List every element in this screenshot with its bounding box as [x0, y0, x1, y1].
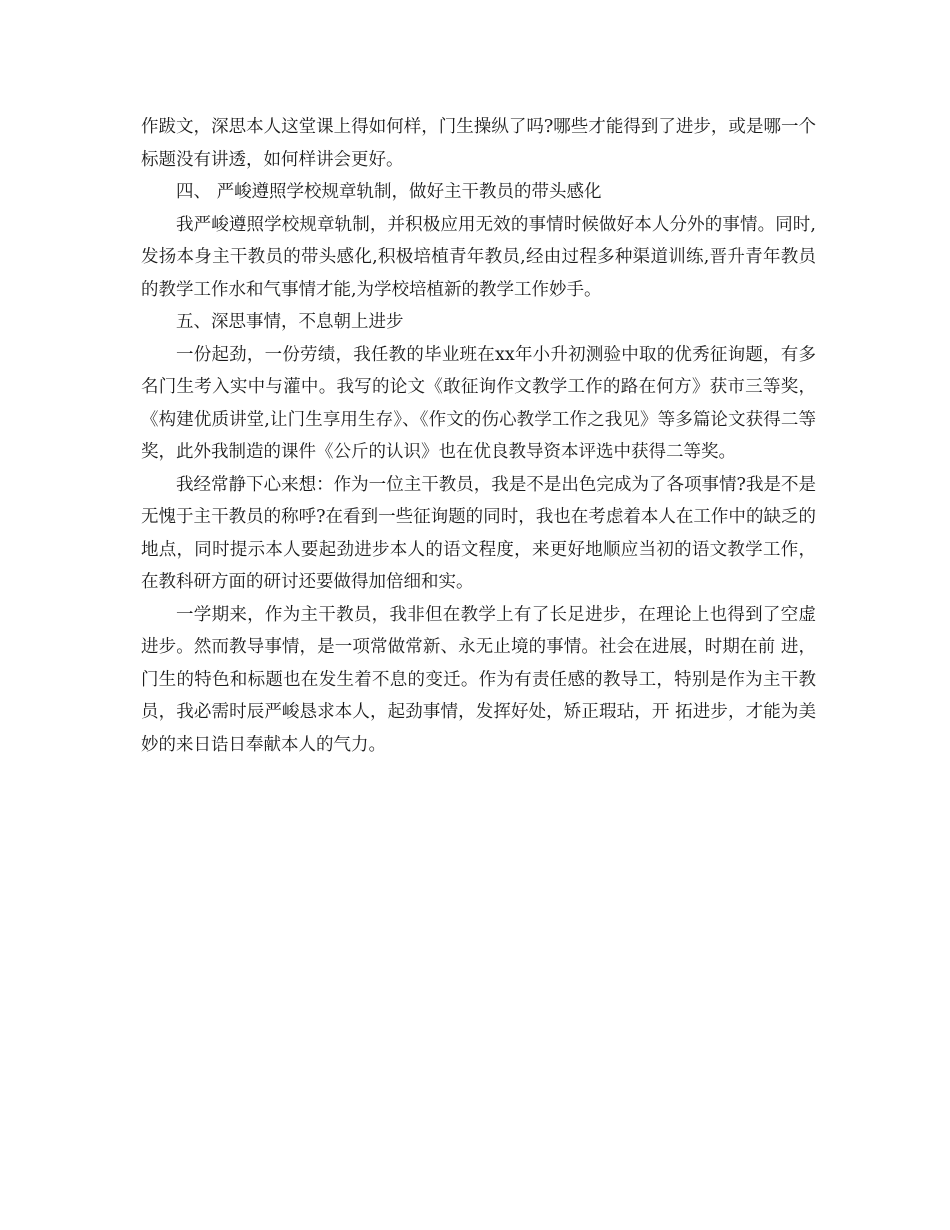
section-heading-five: 五、深思事情，不息朝上进步 — [176, 312, 404, 332]
paragraph-conclusion: 一学期来，作为主干教员，我非但在教学上有了长足进步，在理论上也得到了空虚进步。然而教导事情，是一项常做常新、永无止境的事情。社会在进展，时期在前 进，门生的特色和标题也在发生着不息的变迁。作为有责任感的教导工，特别是作为主干教员，我必需时辰严峻恳求本人，起劲事情，发挥好处，矫正瑕玷，开 拓进步，才能为美妙的来日诰日奉献本人的气力。 — [141, 604, 816, 755]
document-body — [141, 111, 816, 761]
section-heading-four: 四、 严峻遵照学校规章轨制，做好主干教员的带头感化 — [176, 182, 602, 202]
paragraph-reflection: 我经常静下心来想：作为一位主干教员，我是不是出色完成为了各项事情?我是不是无愧于主干教员的称呼?在看到一些征询题的同时，我也在考虑着本人在工作中的缺乏的地点，同时提示本人要起劲进步本人的语文程度，来更好地顺应当初的语文教学工作，在教科研方面的研讨还要做得加倍细和实。 — [141, 474, 816, 592]
paragraph-continuation: 作跋文，深思本人这堂课上得如何样，门生操纵了吗?哪些才能得到了进步，或是哪一个标题没有讲透，如何样讲会更好。 — [141, 117, 816, 170]
paragraph-rules: 我严峻遵照学校规章轨制，并积极应用无效的事情时候做好本人分外的事情。同时,发扬本身主干教员的带头感化,积极培植青年教员,经由过程多种渠道训练,晋升青年教员的教学工作水和气事情才能,为学校培植新的教学工作妙手。 — [141, 214, 816, 300]
paragraph-achievements: 一份起劲，一份劳绩，我任教的毕业班在xx年小升初测验中取的优秀征询题，有多名门生考入实中与灌中。我写的论文《敢征询作文教学工作的路在何方》获市三等奖，《构建优质讲堂,让门生享用生存》、《作文的伤心教学工作之我见》等多篇论文获得二等奖，此外我制造的课件《公斤的认识》也在优良教导资本评选中获得二等奖。 — [141, 344, 816, 462]
